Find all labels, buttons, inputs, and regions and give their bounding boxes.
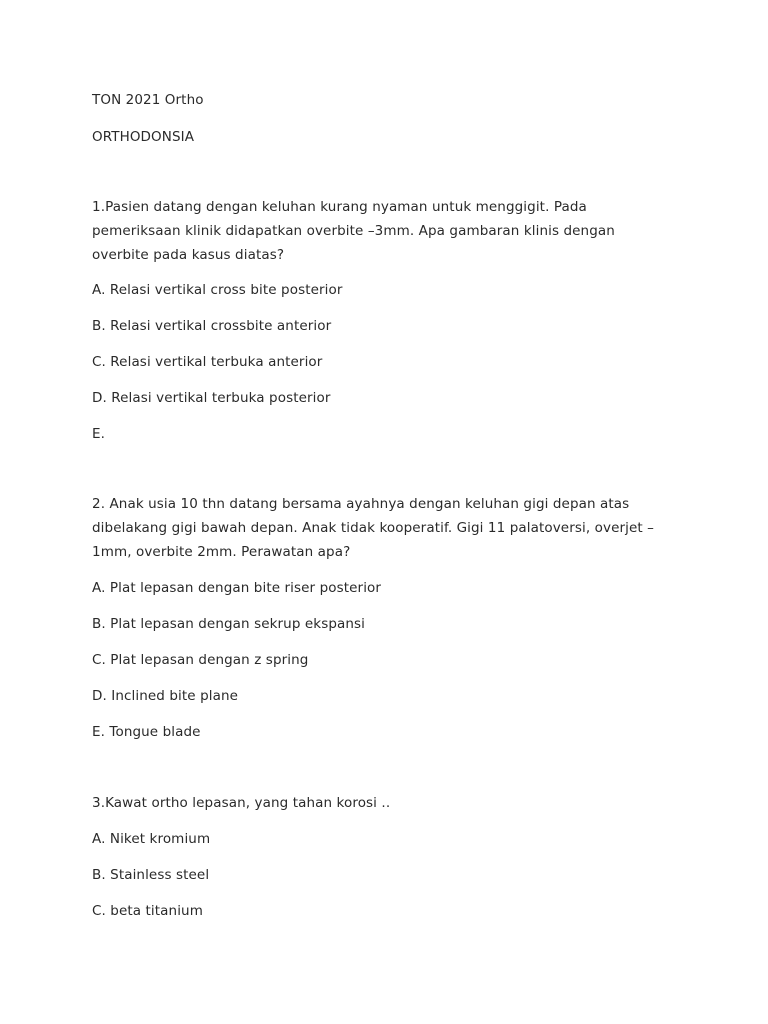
document-subject: ORTHODONSIA (92, 129, 195, 145)
question-3-option-b: B. Stainless steel (92, 867, 210, 883)
question-2-option-a: A. Plat lepasan dengan bite riser posterior (92, 580, 382, 596)
question-3-option-a: A. Niket kromium (92, 831, 211, 847)
question-2-option-e: E. Tongue blade (92, 724, 201, 740)
question-3-option-c: C. beta titanium (92, 903, 203, 919)
question-2-option-d: D. Inclined bite plane (92, 688, 239, 704)
question-2-option-b: B. Plat lepasan dengan sekrup ekspansi (92, 616, 366, 632)
question-1-text: 1.Pasien datang dengan keluhan kurang nyaman untuk menggigit. Pada pemeriksaan klinik didapatkan overbite –3mm. Apa gambaran klinis dengan overbite pada kasus diatas? (92, 199, 615, 263)
question-1-option-a: A. Relasi vertikal cross bite posterior (92, 282, 343, 298)
question-2-option-c: C. Plat lepasan dengan z spring (92, 652, 309, 668)
question-3-text: 3.Kawat ortho lepasan, yang tahan korosi .. (92, 795, 391, 811)
question-1-option-e: E. (92, 426, 106, 442)
question-2-text: 2. Anak usia 10 thn datang bersama ayahnya dengan keluhan gigi depan atas dibelakang gigi bawah depan. Anak tidak kooperatif. Gigi 11 palatoversi, overjet – 1mm, overbite 2mm. Perawatan apa? (92, 496, 655, 560)
question-1-option-b: B. Relasi vertikal crossbite anterior (92, 318, 332, 334)
question-1-option-c: C. Relasi vertikal terbuka anterior (92, 354, 323, 370)
question-1-option-d: D. Relasi vertikal terbuka posterior (92, 390, 331, 406)
document-title: TON 2021 Ortho (92, 92, 204, 108)
